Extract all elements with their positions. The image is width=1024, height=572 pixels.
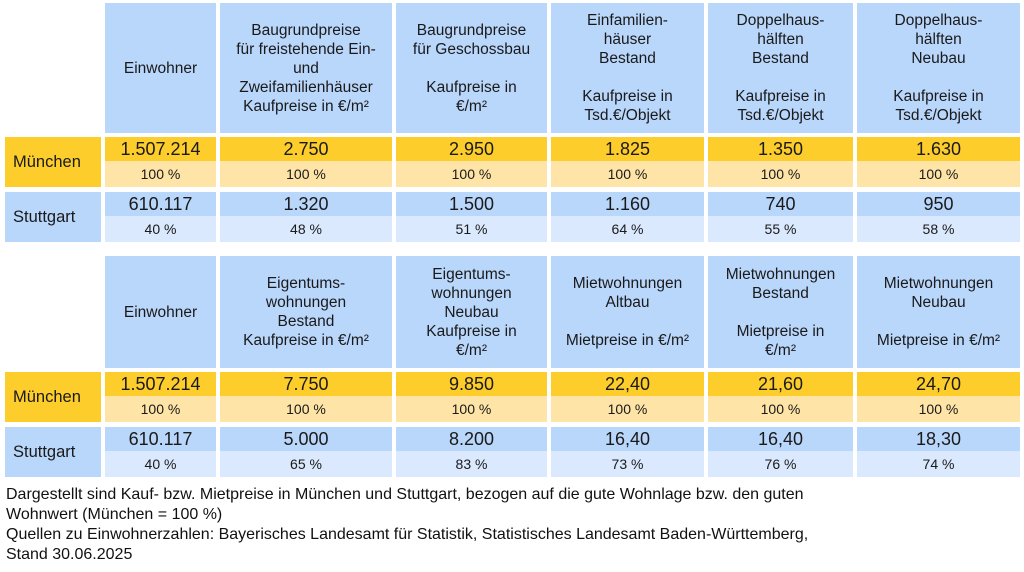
column-header [396,3,547,133]
city-label: München [5,372,101,422]
column-header-line: für Geschossbau [412,40,531,58]
column-header-line: Kaufpreise in [582,88,673,105]
column-header-line: für freistehende Ein- [236,40,376,58]
column-header-line: Altbau [605,294,650,311]
column-header-line: Tsd.€/Objekt [895,107,982,124]
column-header-line: Kaufpreise in €/m² [243,97,369,115]
value-cell: 16,40 [551,427,704,451]
percent-cell: 100 % [105,161,216,187]
footnote-line: Quellen zu Einwohnerzahlen: Bayerisches Landesamt für Statistik, Statistisches Landesamt Baden-Württemberg, [6,526,809,543]
column-header [857,256,1020,368]
column-header-line: €/m² [456,97,487,115]
column-header [551,3,704,133]
column-header-line: Einwohner [123,303,198,321]
percent-cell: 100 % [105,396,216,422]
column-header-line: Zweifamilienhäuser [239,78,373,96]
value-cell: 1.507.214 [105,137,216,161]
column-header-line: Neubau [911,294,966,311]
percent-cell: 83 % [396,451,547,477]
value-cell: 1.350 [708,137,853,161]
value-cell: 5.000 [220,427,392,451]
column-header-line: hälften [757,31,804,48]
column-header [220,3,392,133]
column-header-line: Kaufpreise in [426,322,517,340]
column-header-line: hälften [915,31,962,48]
percent-cell: 100 % [551,396,704,422]
column-header [708,256,853,368]
value-cell: 24,70 [857,372,1020,396]
percent-cell: 100 % [857,161,1020,187]
column-header-line: Einwohner [123,59,198,77]
value-cell: 950 [857,192,1020,216]
percent-cell: 74 % [857,451,1020,477]
column-header [551,256,704,368]
column-header-line: Mietpreise in [736,322,825,340]
column-header-line: Baugrundpreise [251,21,361,39]
column-header-line: Bestand [599,50,656,67]
percent-cell: 48 % [220,216,392,242]
footnote [6,485,1016,565]
percent-cell: 100 % [708,161,853,187]
column-header-line: wohnungen [265,294,347,311]
column-header-line: Baugrundpreise [416,21,527,39]
column-header-line: und [293,59,319,77]
column-header-line: Kaufpreise in [426,78,517,96]
column-header-line: Eigentums- [266,275,346,292]
column-header-line: Kaufpreise in [735,88,826,105]
percent-cell: 51 % [396,216,547,242]
column-header-line: Bestand [277,313,335,330]
city-label: Stuttgart [5,427,101,477]
percent-cell: 100 % [551,161,704,187]
value-cell: 9.850 [396,372,547,396]
column-header-line: häuser [603,31,652,48]
column-header [708,3,853,133]
column-header-line: wohnungen [431,284,512,302]
column-header [220,256,392,368]
value-cell: 1.160 [551,192,704,216]
footnote-line: Stand 30.06.2025 [6,546,133,563]
value-cell: 1.500 [396,192,547,216]
column-header-line: €/m² [765,341,796,359]
column-header-line: Mietpreise in €/m² [876,332,1001,349]
column-header [105,3,216,133]
column-header-line: Neubau [911,50,966,67]
percent-cell: 100 % [220,396,392,422]
column-header-line: Doppelhaus- [736,12,825,29]
column-header-line: Kaufpreise in [893,88,984,105]
percent-cell: 64 % [551,216,704,242]
value-cell: 8.200 [396,427,547,451]
value-cell: 1.507.214 [105,372,216,396]
value-cell: 1.630 [857,137,1020,161]
value-cell: 2.750 [220,137,392,161]
city-label: München [5,137,101,187]
footnote-line: Dargestellt sind Kauf- bzw. Mietpreise in München und Stuttgart, bezogen auf die gute Wohnlage bzw. den guten [6,486,804,503]
percent-cell: 55 % [708,216,853,242]
column-header-line: Tsd.€/Objekt [584,107,671,124]
percent-cell: 40 % [105,451,216,477]
value-cell: 16,40 [708,427,853,451]
column-header-line: Einfamilien- [587,12,668,29]
percent-cell: 100 % [396,161,547,187]
percent-cell: 76 % [708,451,853,477]
value-cell: 610.117 [105,427,216,451]
column-header-line: Mietwohnungen [725,265,836,283]
value-cell: 1.825 [551,137,704,161]
value-cell: 18,30 [857,427,1020,451]
percent-cell: 100 % [708,396,853,422]
value-cell: 1.320 [220,192,392,216]
column-header-line: Eigentums- [432,265,511,283]
column-header-line: Doppelhaus- [894,12,983,29]
column-header [396,256,547,368]
percent-cell: 100 % [396,396,547,422]
column-header-line: Mietwohnungen [883,275,994,292]
value-cell: 2.950 [396,137,547,161]
value-cell: 7.750 [220,372,392,396]
percent-cell: 65 % [220,451,392,477]
value-cell: 610.117 [105,192,216,216]
column-header-line: €/m² [456,341,487,359]
column-header [105,256,216,368]
percent-cell: 100 % [220,161,392,187]
column-header-line: Bestand [752,284,809,302]
column-header-line: Neubau [444,303,499,321]
column-header-line: Kaufpreise in €/m² [243,332,369,349]
footnote-line: Wohnwert (München = 100 %) [6,506,223,523]
column-header-line: Mietpreise in €/m² [565,332,690,349]
column-header-line: Tsd.€/Objekt [737,107,824,124]
value-cell: 21,60 [708,372,853,396]
column-header-line: Mietwohnungen [572,275,683,292]
value-cell: 22,40 [551,372,704,396]
column-header [857,3,1020,133]
city-label: Stuttgart [5,192,101,242]
percent-cell: 58 % [857,216,1020,242]
percent-cell: 40 % [105,216,216,242]
column-header-line: Bestand [752,50,809,67]
value-cell: 740 [708,192,853,216]
percent-cell: 100 % [857,396,1020,422]
percent-cell: 73 % [551,451,704,477]
